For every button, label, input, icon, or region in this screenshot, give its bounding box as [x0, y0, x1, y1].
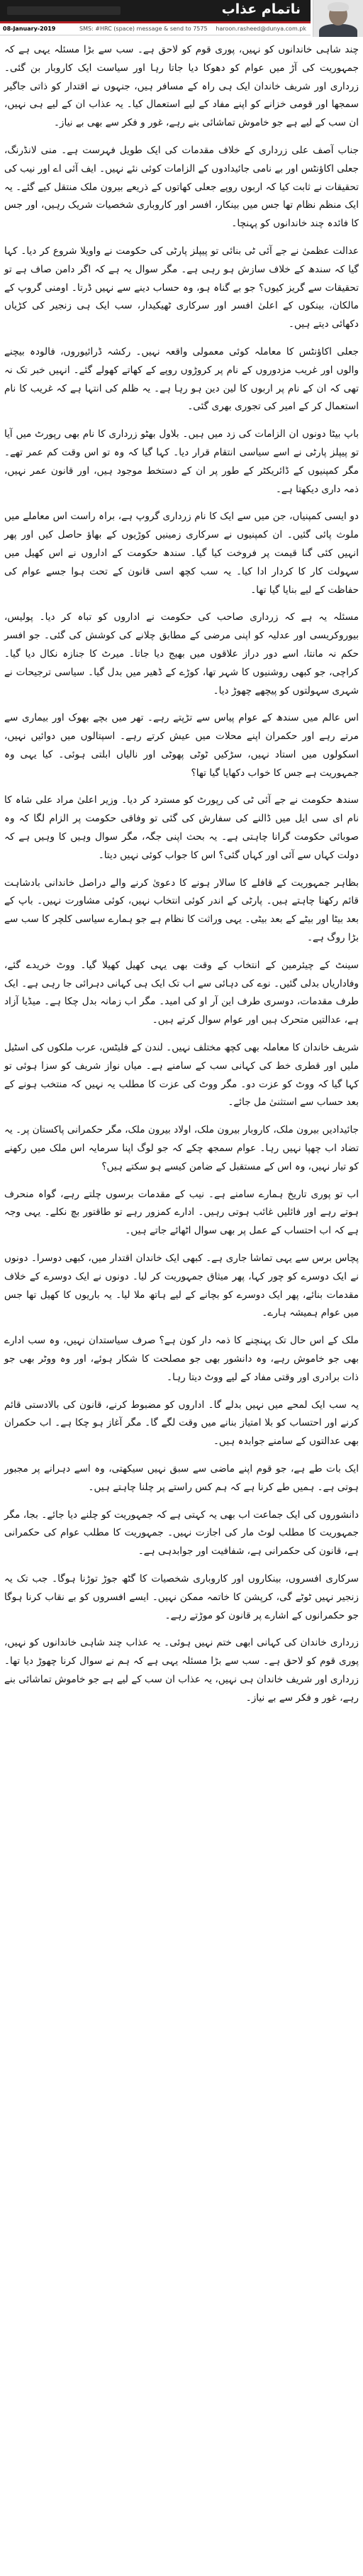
article-paragraph: یہ سب ایک لمحے میں نہیں بدلے گا۔ اداروں کو مضبوط کرنے، قانون کی بالادستی قائم کرنے اور احتساب کو بلا امتیاز بنانے میں وقت لگے گا۔ مگر آغاز ہو چکا ہے۔ اب حکمران بھی عدالتوں کے سامنے جوابدہ ہیں۔ [4, 1399, 359, 1448]
article-paragraph: اب تو پوری تاریخ ہمارے سامنے ہے۔ نیب کے مقدمات برسوں چلتے رہے، گواہ منحرف ہوتے رہے اور فائلیں غائب ہوتی رہیں۔ ادارے کمزور رہے تو طاقتور بچ نکلے۔ یہی وجہ ہے کہ اب احتساب کے عمل پر بھی سوال اٹھائے جاتے ہیں۔ [4, 1188, 359, 1237]
article-paragraph: عدالت عظمیٰ نے جے آئی ٹی بنائی تو پیپلز پارٹی کی حکومت نے واویلا شروع کر دیا۔ کہا گیا کہ سندھ کے خلاف سازش ہو رہی ہے۔ مگر سوال یہ ہے کہ اگر دامن صاف ہے تو تحقیقات سے گریز کیوں؟ جو بے گناہ ہو، وہ حساب دینے سے نہیں ڈرتا۔ اومنی گروپ کے مالکان، بینکوں کے اعلیٰ افسر اور سرکاری ٹھیکیدار، سب ایک ہی زنجیر کی کڑیاں دکھائی دیتے ہیں۔ [4, 245, 359, 331]
article-paragraph: جعلی اکاؤنٹس کا معاملہ کوئی معمولی واقعہ نہیں۔ رکشہ ڈرائیوروں، فالودہ بیچنے والوں اور غریب مزدوروں کے نام پر کروڑوں روپے کے کھاتے کھولے گئے۔ انہیں خبر تک نہ تھی کہ ان کے نام پر اربوں کا لین دین ہو رہا ہے۔ یہ ظلم کی انتہا ہے کہ غریب کا نام استعمال کر کے امیر کی تجوری بھری گئی۔ [4, 345, 359, 413]
title-bar-decoration [7, 6, 121, 15]
article-paragraph: مسئلہ یہ ہے کہ زرداری صاحب کی حکومت نے اداروں کو تباہ کر دیا۔ پولیس، بیوروکریسی اور عدلیہ کو اپنی مرضی کے مطابق چلانے کی کوشش کی گئی۔ جو افسر حکم نہ مانتا، اسے دور دراز علاقوں میں بھیج دیا جاتا۔ میرٹ کا جنازہ نکال دیا گیا۔ کراچی، جو کبھی روشنیوں کا شہر تھا، کوڑے کے ڈھیر میں بدل گیا۔ سیاسی ترجیحات نے شہری سہولتوں کو پیچھے چھوڑ دیا۔ [4, 611, 359, 696]
photo-body-shape [319, 24, 357, 37]
author-photo [313, 0, 363, 37]
article-paragraph: جناب آصف علی زرداری کے خلاف مقدمات کی ایک طویل فہرست ہے۔ منی لانڈرنگ، جعلی اکاؤنٹس اور بے نامی جائیدادوں کے الزامات کوئی نئے نہیں۔ ایف آئی اے اور نیب کی تحقیقات نے ثابت کیا کہ اربوں روپے جعلی کھاتوں کے ذریعے بیرون ملک منتقل کیے گئے۔ یہ ایک منظم نظام تھا جس میں بینکار، افسر اور کاروباری شخصیات شریک رہیں، اور جس کا فائدہ چند خاندانوں کو پہنچا۔ [4, 144, 359, 230]
article-paragraph: ایک بات طے ہے، جو قوم اپنے ماضی سے سبق نہیں سیکھتی، وہ اسے دہرانے پر مجبور ہوتی ہے۔ ہمیں طے کرنا ہے کہ ہم کس راستے پر چلنا چاہتے ہیں۔ [4, 1462, 359, 1493]
article-paragraph: باپ بیٹا دونوں ان الزامات کی زد میں ہیں۔ بلاول بھٹو زرداری کا نام بھی رپورٹ میں آیا تو پیپلز پارٹی نے اسے سیاسی انتقام قرار دیا۔ کہا گیا کہ وہ تو اس وقت کم عمر تھے۔ مگر کمپنیوں کے ڈائریکٹر کے طور پر ان کے دستخط موجود ہیں، اور قانون عمر نہیں، ذمہ داری دیکھتا ہے۔ [4, 428, 359, 495]
article-paragraph: دانشوروں کی ایک جماعت اب بھی یہ کہتی ہے کہ جمہوریت کو چلنے دیا جائے۔ بجا، مگر جمہوریت کا مطلب لوٹ مار کی اجازت نہیں۔ جمہوریت کا مطلب عوام کی حکمرانی ہے، قانون کی حکمرانی ہے، شفافیت اور جوابدہی ہے۔ [4, 1509, 359, 1558]
sms-info: SMS: #HRC (space) message & send to 7575 [79, 26, 208, 32]
article-body [4, 41, 359, 1712]
column-header [0, 0, 363, 38]
article-paragraph: چند شاہی خاندانوں کو نہیں، پوری قوم کو لاحق ہے۔ سب سے بڑا مسئلہ یہی ہے کہ جمہوریت کی آڑ میں عوام کو دھوکا دیا جاتا رہا اور سیاست ایک کاروبار بن گئی۔ زرداری اور شریف خاندان ایک ہی راہ کے مسافر ہیں، جنہوں نے اقتدار کو ذاتی جاگیر سمجھا اور قومی خزانے کو اپنے مفاد کے لیے استعمال کیا۔ یہ عذاب ان کے لیے ہی نہیں، ان سب کے لیے ہے جو خاموش تماشائی بنے رہے، غور و فکر سے بھی بے نیاز۔ [4, 44, 359, 129]
meta-strip [0, 23, 311, 35]
article-paragraph: زرداری خاندان کی کہانی ابھی ختم نہیں ہوئی۔ یہ عذاب چند شاہی خاندانوں کو نہیں، پوری قوم کو لاحق ہے۔ سب سے بڑا مسئلہ یہی ہے کہ ہم نے سوال کرنا چھوڑ دیا تھا۔ زرداری اور شریف خاندان ہی نہیں، یہ عذاب ان سب کے لیے ہے جو خاموش تماشائی بنے رہے، غور و فکر سے بے نیاز۔ [4, 1637, 359, 1704]
column-title-bar [0, 0, 311, 23]
article-paragraph: دو ایسی کمپنیاں، جن میں سے ایک کا نام زرداری گروپ ہے، براہ راست اس معاملے میں ملوث پائی گئیں۔ ان کمپنیوں نے سرکاری زمینیں کوڑیوں کے بھاؤ حاصل کیں اور پھر انہیں کئی گنا قیمت پر فروخت کیا گیا۔ سندھ حکومت کے اداروں نے اس کھیل میں سہولت کار کا کردار ادا کیا۔ یہ سب کچھ اسی قانون کے تحت ہوا جسے عوام کی حفاظت کے لیے بنایا گیا تھا۔ [4, 511, 359, 596]
publication-date: 08-January-2019 [3, 26, 56, 32]
article-paragraph: شریف خاندان کا معاملہ بھی کچھ مختلف نہیں۔ لندن کے فلیٹس، عرب ملکوں کی اسٹیل ملیں اور قطری خط کی کہانی سب کے سامنے ہے۔ میاں نواز شریف کو سزا ہوئی تو کہا گیا کہ ووٹ کو عزت دو۔ مگر ووٹ کی عزت کا مطلب یہ نہیں کہ منتخب ہونے کے بعد حساب سے استثنیٰ مل جائے۔ [4, 1042, 359, 1109]
article-paragraph: اس عالم میں سندھ کے عوام پیاس سے تڑپتے رہے۔ تھر میں بچے بھوک اور بیماری سے مرتے رہے اور حکمران اپنے محلات میں عیش کرتے رہے۔ اسپتالوں میں دوائیں نہیں، اسکولوں میں استاد نہیں، سڑکیں ٹوٹی پھوٹی اور نالیاں ابلتی ہوئی۔ کیا یہی وہ جمہوریت ہے جس کا خواب دکھایا گیا تھا؟ [4, 712, 359, 779]
article-paragraph: جائیدادیں بیرون ملک، کاروبار بیرون ملک، اولاد بیرون ملک، مگر حکمرانی پاکستان پر۔ یہ تضاد اب چھپا نہیں رہا۔ عوام سمجھ چکے کہ جو لوگ اپنا سرمایہ اس ملک میں رکھنے کو تیار نہیں، وہ اس کے مستقبل کے ضامن کیسے ہو سکتے ہیں؟ [4, 1124, 359, 1172]
article-paragraph: پچاس برس سے یہی تماشا جاری ہے۔ کبھی ایک خاندان اقتدار میں، کبھی دوسرا۔ دونوں نے ایک دوسرے کو چور کہا، پھر میثاق جمہوریت کر لیا۔ دونوں نے ایک دوسرے کے خلاف مقدمات بنائے، پھر ایک دوسرے کو بچانے کے لیے ہاتھ ملا لیا۔ یہ باریوں کا کھیل تھا جس میں عوام ہمیشہ ہارے۔ [4, 1253, 359, 1319]
article-paragraph: سرکاری افسروں، بینکاروں اور کاروباری شخصیات کا گٹھ جوڑ توڑنا ہوگا۔ جب تک یہ زنجیر نہیں ٹوٹے گی، کرپشن کا خاتمہ ممکن نہیں۔ ایسے افسروں کو بے نقاب کرنا ہوگا جو حکمرانوں کے اشارے پر قانون کو موڑتے رہے۔ [4, 1572, 359, 1621]
article-paragraph: سندھ حکومت نے جے آئی ٹی کی رپورٹ کو مسترد کر دیا۔ وزیر اعلیٰ مراد علی شاہ کا نام ای سی ایل میں ڈالنے کی سفارش کی گئی تو وفاقی حکومت پر الزام لگا کہ وہ صوبائی حکومت گرانا چاہتی ہے۔ یہ بحث اپنی جگہ، مگر سوال وہیں کا وہیں ہے کہ دولت کہاں سے آئی اور کہاں گئی؟ اس کا جواب کوئی نہیں دیتا۔ [4, 794, 359, 861]
photo-hair-shape [328, 2, 349, 11]
article-paragraph: ملک کے اس حال تک پہنچنے کا ذمہ دار کون ہے؟ صرف سیاستدان نہیں، وہ سب ادارے بھی جو خاموش رہے، وہ دانشور بھی جو مصلحت کا شکار ہوئے، اور وہ ووٹر بھی جو ذات برادری اور وقتی مفاد کے لیے ووٹ دیتا رہا۔ [4, 1335, 359, 1383]
column-title: ناتمام عذاب [221, 1, 301, 17]
article-paragraph: بظاہر جمہوریت کے قافلے کا سالار ہونے کا دعویٰ کرنے والے دراصل خاندانی بادشاہت قائم رکھنا چاہتے ہیں۔ پارٹی کے اندر کوئی انتخاب نہیں، کوئی مشاورت نہیں۔ باپ کے بعد بیٹا اور بیٹے کے بعد بیٹی۔ یہی وراثت کا نظام ہے جو ہمارے سیاسی کلچر کا سب سے بڑا روگ ہے۔ [4, 877, 359, 944]
author-email[interactable]: haroon.rasheed@dunya.com.pk [216, 26, 306, 32]
article-paragraph: سینٹ کے چیئرمین کے انتخاب کے وقت بھی یہی کھیل کھیلا گیا۔ ووٹ خریدے گئے، وفاداریاں بدلی گئیں۔ نوے کی دہائی سے اب تک ایک ہی کہانی دہرائی جا رہی ہے۔ ایک طرف مقدمات، دوسری طرف این آر او کی امید۔ مگر اب زمانہ بدل چکا ہے۔ میڈیا آزاد ہے، عدالتیں متحرک ہیں اور عوام سوال کرتے ہیں۔ [4, 959, 359, 1026]
